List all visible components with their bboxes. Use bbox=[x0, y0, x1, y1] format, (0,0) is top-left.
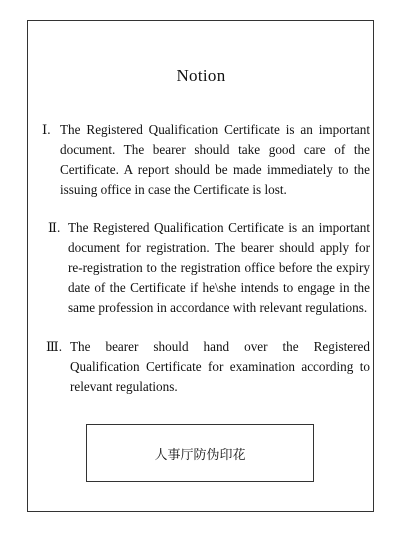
clause-2-text: The Registered Qualification Certificate is an important document for registration. The bearer should apply for re-registration to the registration office before the expiry date of the Certificate if he\she intends to engage in the same profession in accordance with relevant regulations. bbox=[68, 220, 370, 315]
clause-1-marker: Ⅰ. bbox=[42, 122, 51, 137]
document-title: Notion bbox=[176, 66, 226, 85]
clause-1 bbox=[42, 120, 370, 200]
clause-2-marker: Ⅱ. bbox=[48, 220, 61, 235]
clause-3-text: The bearer should hand over the Registered Qualification Certificate for examination according to relevant regulations. bbox=[70, 339, 370, 394]
clause-3 bbox=[42, 337, 370, 397]
clause-3-marker: Ⅲ. bbox=[46, 339, 63, 354]
anti-counterfeit-stamp-box bbox=[86, 424, 314, 482]
clause-2 bbox=[42, 218, 370, 318]
stamp-label: 人事厅防伪印花 bbox=[154, 447, 246, 463]
clause-1-text: The Registered Qualification Certificate is an important document. The bearer should take good care of the Certificate. A report should be made immediately to the issuing office in case the Certificate is lost. bbox=[60, 122, 370, 197]
